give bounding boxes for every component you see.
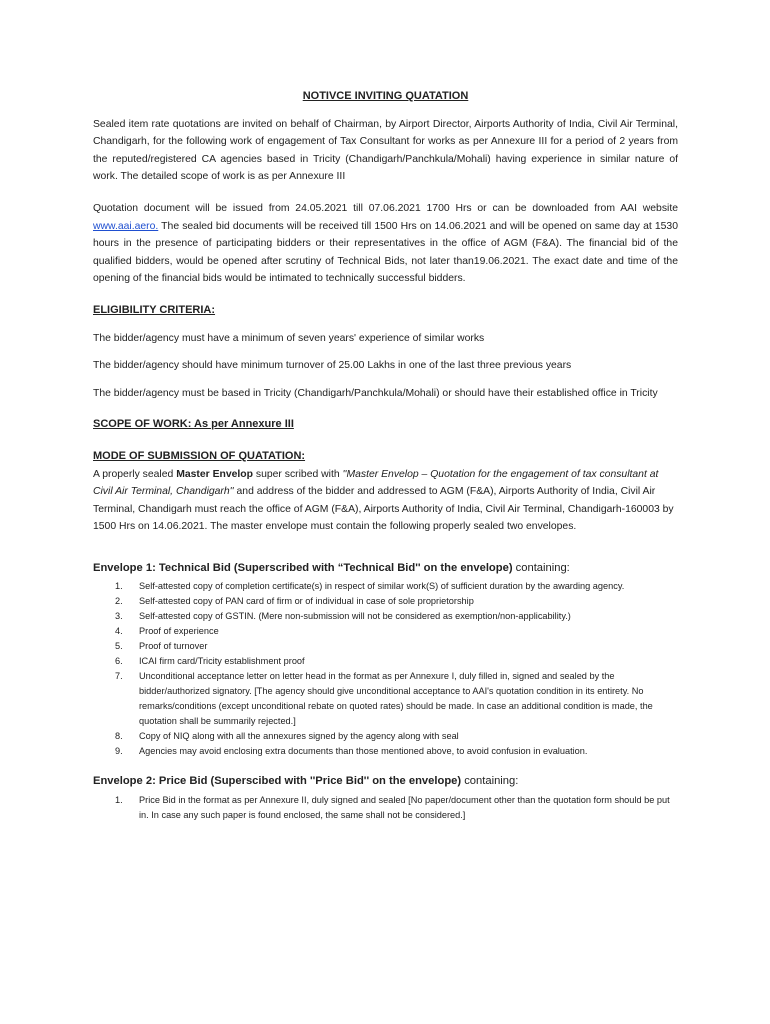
list-item xyxy=(93,624,678,639)
eligibility-item-turnover: The bidder/agency should have minimum turnover of 25.00 Lakhs in one of the last three previous years xyxy=(93,360,572,372)
mode-heading: MODE OF SUBMISSION OF QUATATION: xyxy=(93,449,306,462)
envelope1-heading-tail: containing: xyxy=(512,561,570,574)
list-item-number: 3. xyxy=(115,611,123,622)
list-item-number: 6. xyxy=(115,656,123,667)
list-item-number: 5. xyxy=(115,641,123,652)
list-item-number: 1. xyxy=(115,795,123,806)
list-item xyxy=(93,609,678,624)
list-item-text: Price Bid in the format as per Annexure II, duly signed and sealed [No paper/document other than the quotation form should be put in. In case any such paper is found enclosed, the same shall not be considered.] xyxy=(139,795,670,821)
list-item-text: Unconditional acceptance letter on letter head in the format as per Annexure I, duly filled in, signed and sealed by the bidder/authorized signatory. [The agency should give unconditional acceptance to AAI's quotation condition in its entirety. No remarks/conditions (except unconditional rebate on quoted rates) should be made. In case an additional condition is made, the quotation shall be summarily rejected.] xyxy=(139,671,653,727)
master-envelop-label: Master Envelop xyxy=(176,468,253,480)
list-item xyxy=(93,793,678,823)
list-item-text: ICAI firm card/Tricity establishment proof xyxy=(139,656,305,667)
envelope1-heading xyxy=(93,560,678,578)
list-item-text: Self-attested copy of PAN card of firm or of individual in case of sole proprietorship xyxy=(139,596,474,607)
envelope1-list xyxy=(93,579,678,759)
list-item-text: Self-attested copy of GSTIN. (Mere non-submission will not be considered as exemption/non-applicability.) xyxy=(139,611,571,622)
quotation-text-before: Quotation document will be issued from 24.05.2021 till 07.06.2021 1700 Hrs or can be downloaded from AAI website xyxy=(93,202,678,214)
list-item-text: Proof of experience xyxy=(139,626,219,637)
list-item-number: 2. xyxy=(115,596,123,607)
list-item xyxy=(93,639,678,654)
mode-text-2: super scribed with xyxy=(253,468,343,480)
list-item-text: Agencies may avoid enclosing extra documents than those mentioned above, to avoid confusion in evaluation. xyxy=(139,746,588,757)
envelope2-list xyxy=(93,793,678,823)
intro-paragraph: Sealed item rate quotations are invited on behalf of Chairman, by Airport Director, Airports Authority of India, Civil Air Terminal, Chandigarh, for the following work of engagement of Tax Consultant for works as per Annexure III for a period of 2 years from the reputed/registered CA agencies based in Tricity (Chandigarh/Panchkula/Mohali) having experience in similar nature of work. The detailed scope of work is as per Annexure III xyxy=(93,118,678,183)
master-envelop-superscription: ''Master Envelop – Quotation for the engagement of tax consultant at Civil Air Terminal, Chandigarh'' xyxy=(93,468,659,498)
list-item-text: Proof of turnover xyxy=(139,641,208,652)
quotation-document-paragraph xyxy=(93,200,678,288)
envelope1-heading-title: Envelope 1: Technical Bid (Superscribed with “Technical Bid'' on the envelope) xyxy=(93,561,513,574)
mode-paragraph xyxy=(93,466,678,536)
scope-heading: SCOPE OF WORK: As per Annexure III xyxy=(93,418,294,431)
aai-website-link[interactable]: www.aai.aero. xyxy=(93,220,159,232)
document-title: NOTIVCE INVITING QUATATION xyxy=(302,90,469,102)
envelope2-heading-tail: containing: xyxy=(461,775,519,788)
envelope2-heading-title: Envelope 2: Price Bid (Superscibed with ''Price Bid'' on the envelope) xyxy=(93,775,462,788)
envelope2-heading xyxy=(93,773,678,791)
quotation-text-after: The sealed bid documents will be received till 1500 Hrs on 14.06.2021 and will be opened on same day at 1530 hours in the presence of participating bidders or their representatives in the office of AGM (F&A). The financial bid of the qualified bidders, would be opened after scrutiny of Technical Bids, not later than19.06.2021. The exact date and time of the opening of the financial bids would be intimated to technically successful bidders. xyxy=(93,220,678,285)
list-item xyxy=(93,744,678,759)
list-item xyxy=(93,594,678,609)
list-item-number: 9. xyxy=(115,746,123,757)
eligibility-item-experience: The bidder/agency must have a minimum of seven years' experience of similar works xyxy=(93,332,485,344)
list-item-text: Copy of NIQ along with all the annexures signed by the agency along with seal xyxy=(139,731,459,742)
list-item-text: Self-attested copy of completion certificate(s) in respect of similar work(S) of sufficient duration by the awarding agency. xyxy=(139,581,625,592)
list-item xyxy=(93,654,678,669)
list-item xyxy=(93,729,678,744)
list-item-number: 4. xyxy=(115,626,123,637)
mode-text-3: and address of the bidder and addressed to AGM (F&A), Airports Authority of India, Civil Air Terminal, Chandigarh must reach the office of AGM (F&A), Airports Authority of India, Civil Air Terminal, Chandigarh-160003 by 1500 Hrs on 14.06.2021. The master envelope must contain the following properly sealed two envelopes. xyxy=(93,486,674,533)
document-page xyxy=(93,88,678,823)
list-item-number: 1. xyxy=(115,581,123,592)
mode-text-1: A properly sealed xyxy=(93,468,177,480)
eligibility-heading: ELIGIBILITY CRITERIA: xyxy=(93,303,216,316)
list-item-number: 7. xyxy=(115,671,123,682)
list-item-number: 8. xyxy=(115,731,123,742)
list-item xyxy=(93,579,678,594)
eligibility-item-location: The bidder/agency must be based in Tricity (Chandigarh/Panchkula/Mohali) or should have their established office in Tricity xyxy=(93,387,658,399)
list-item xyxy=(93,669,678,729)
